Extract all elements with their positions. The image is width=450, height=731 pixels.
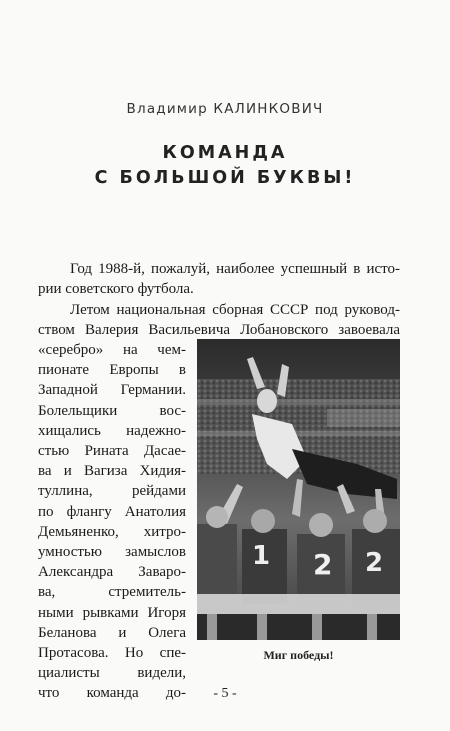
text-line: хищались надежно- bbox=[38, 422, 186, 439]
paragraph-1 bbox=[38, 259, 400, 299]
text-line: ва и Вагиза Хидия- bbox=[38, 463, 186, 480]
photo-caption: Миг победы! bbox=[263, 648, 334, 662]
text-line: умностью замыслов bbox=[38, 544, 186, 561]
text-line: стью Рината Дасае- bbox=[38, 443, 186, 460]
chapter-title bbox=[0, 141, 450, 191]
title-line-2: С БОЛЬШОЙ БУКВЫ! bbox=[94, 168, 356, 188]
text-line: ва, стремитель- bbox=[38, 584, 186, 601]
text-line: по флангу Анатолия bbox=[38, 503, 186, 520]
text-line: пионате Европы в bbox=[38, 362, 186, 379]
text-line: ными рывками Игоря bbox=[38, 604, 186, 621]
text-line: Год 1988-й, пожалуй, наиболее успешный в исто- bbox=[70, 261, 400, 277]
text-line: туллина, рейдами bbox=[38, 483, 186, 500]
author-name: Владимир КАЛИНКОВИЧ bbox=[126, 101, 324, 117]
text-line: Александра Заваро- bbox=[38, 564, 186, 581]
text-line: Болельщики вос- bbox=[38, 402, 186, 419]
text-line: Демьяненко, хитро- bbox=[38, 523, 186, 540]
svg-text:2: 2 bbox=[365, 548, 384, 578]
svg-text:2: 2 bbox=[313, 548, 333, 581]
paragraph-2-full bbox=[38, 300, 400, 340]
paragraph-2-narrow bbox=[38, 340, 186, 704]
text-line: Летом национальная сборная СССР под руковод- bbox=[70, 301, 400, 318]
text-line: что команда до- bbox=[38, 685, 186, 702]
svg-text:1: 1 bbox=[252, 541, 271, 571]
page-number: - 5 - bbox=[213, 686, 237, 701]
title-line-1: КОМАНДА bbox=[162, 143, 288, 163]
text-line: «серебро» на чем- bbox=[38, 342, 186, 358]
text-line: ством Валерия Васильевича Лобановского завоевала bbox=[38, 321, 400, 338]
text-line: рии советского футбола. bbox=[38, 281, 194, 298]
text-line: Беланова и Олега bbox=[38, 624, 186, 641]
text-line: Западной Германии. bbox=[38, 382, 186, 399]
text-line: циалисты видели, bbox=[38, 665, 186, 682]
text-line: Протасова. Но спе- bbox=[38, 645, 186, 662]
football-team-celebration-photo bbox=[197, 339, 400, 640]
